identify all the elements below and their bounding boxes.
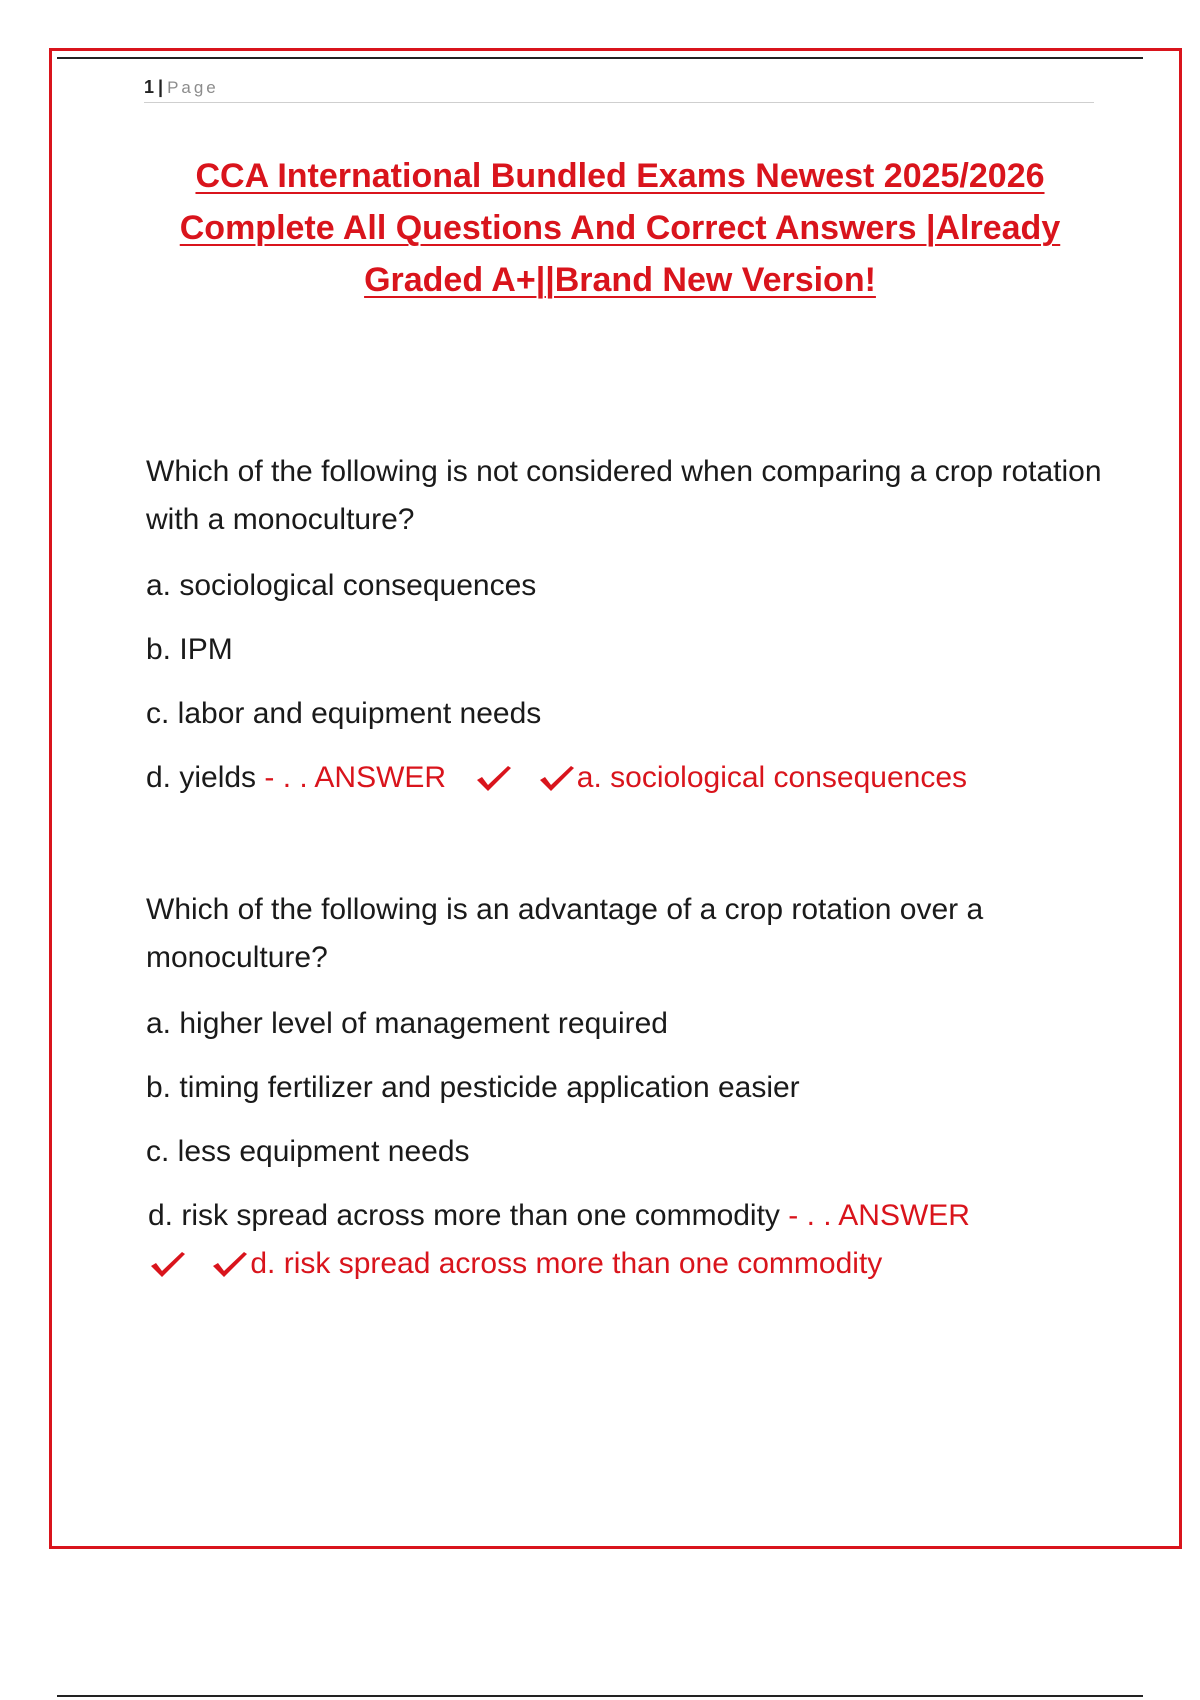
question-1-option-c: c. labor and equipment needs bbox=[146, 697, 542, 730]
question-2-correct-answer: d. risk spread across more than one commodity bbox=[250, 1247, 883, 1280]
page-number: 1 bbox=[144, 77, 155, 97]
question-1-correct-answer: a. sociological consequences bbox=[576, 761, 968, 794]
document-title: CCA International Bundled Exams Newest 2025/2026 Complete All Questions And Correct Answers |Already Graded A+||Brand New Version! bbox=[179, 157, 1061, 299]
checkmark-icon bbox=[474, 764, 514, 794]
question-1 bbox=[146, 448, 1106, 818]
question-2-option-d: d. risk spread across more than one commodity bbox=[148, 1199, 780, 1232]
page-header bbox=[144, 74, 1094, 103]
checkmark-icon bbox=[148, 1250, 188, 1280]
question-2 bbox=[146, 886, 1106, 1288]
question-1-text: Which of the following is not considered when comparing a crop rotation with a monoculture? bbox=[146, 455, 1102, 536]
question-1-option-b: b. IPM bbox=[146, 633, 233, 666]
question-2-option-a: a. higher level of management required bbox=[146, 1007, 668, 1040]
question-1-option-d-line bbox=[146, 754, 1106, 818]
question-1-answer-marker: - . . ANSWER bbox=[264, 761, 447, 794]
question-1-option-a: a. sociological consequences bbox=[146, 569, 537, 602]
question-2-answer-line bbox=[148, 1240, 1106, 1288]
checkmark-icon-svg bbox=[210, 1250, 250, 1280]
page-separator: | bbox=[158, 77, 164, 97]
question-2-option-d-line bbox=[148, 1192, 1106, 1240]
question-2-option-b: b. timing fertilizer and pesticide application easier bbox=[146, 1071, 800, 1104]
page-label: Page bbox=[167, 78, 219, 97]
question-2-answer-marker: - . . ANSWER bbox=[788, 1199, 970, 1232]
checkmark-icon-svg bbox=[537, 764, 577, 794]
checkmark-icon bbox=[210, 1250, 250, 1280]
question-2-option-c: c. less equipment needs bbox=[146, 1135, 470, 1168]
checkmark-icon bbox=[537, 764, 577, 794]
bottom-rule bbox=[57, 1695, 1143, 1697]
question-2-text: Which of the following is an advantage of a crop rotation over a monoculture? bbox=[146, 893, 984, 974]
checkmark-icon-svg bbox=[474, 764, 514, 794]
question-1-option-d: d. yields bbox=[146, 761, 257, 794]
checkmark-icon-svg bbox=[148, 1250, 188, 1280]
